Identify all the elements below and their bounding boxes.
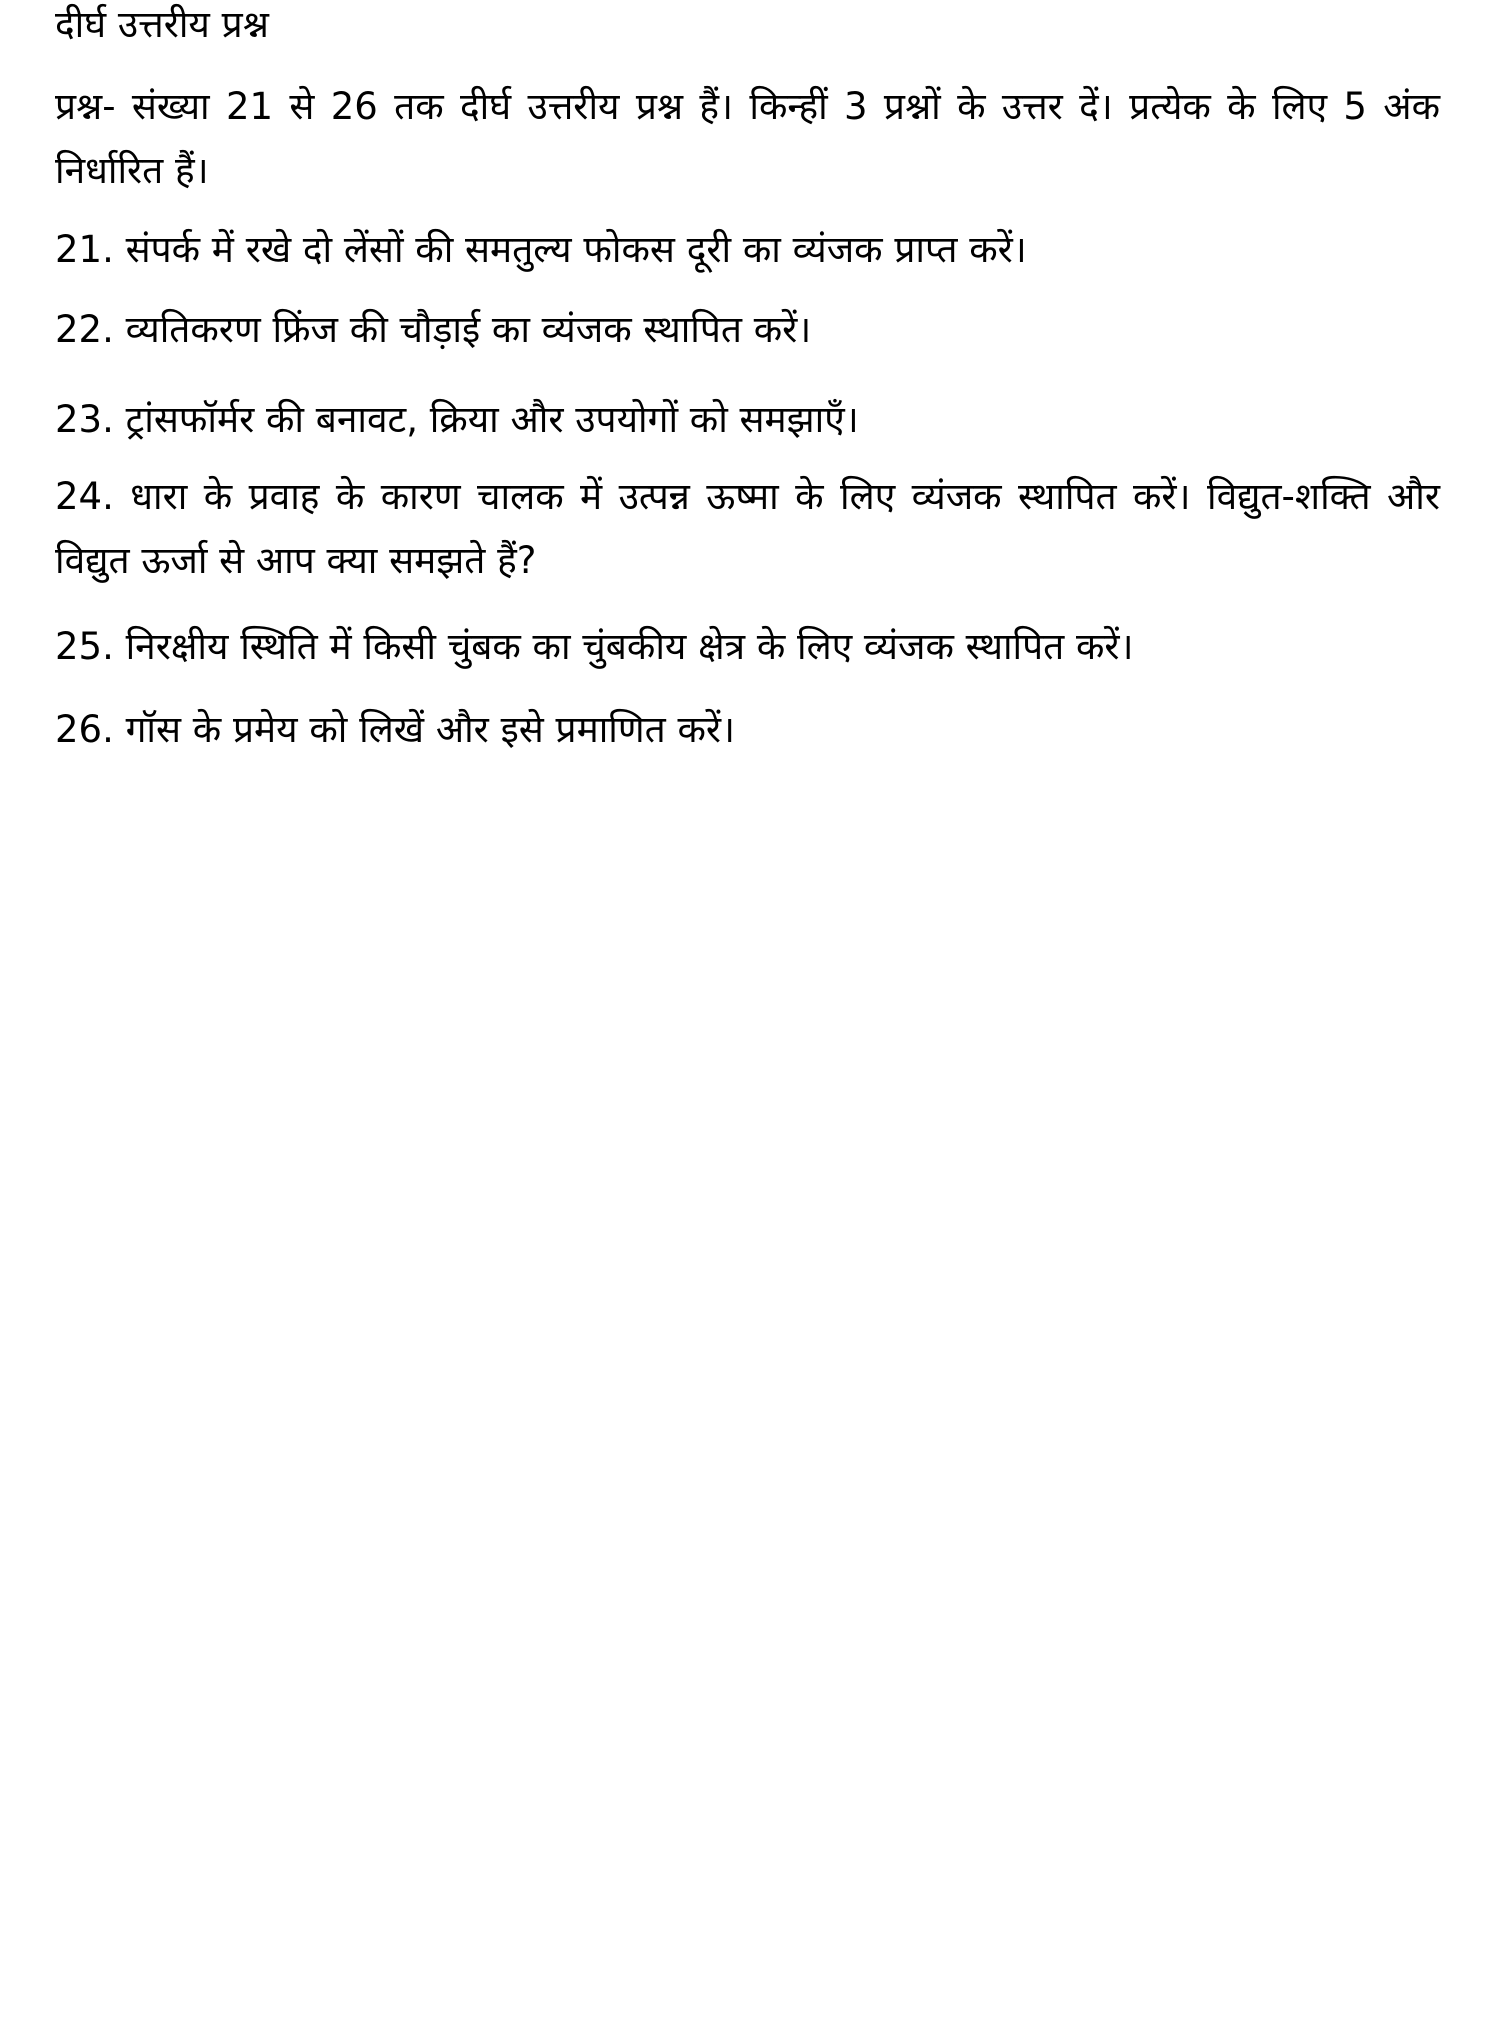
question-21: 21. संपर्क में रखे दो लेंसों की समतुल्य फोकस दूरी का व्यंजक प्राप्त करें। [55,228,1027,271]
question-26: 26. गॉस के प्रमेय को लिखें और इसे प्रमाणित करें। [55,708,736,751]
question-23: 23. ट्रांसफॉर्मर की बनावट, क्रिया और उपयोगों को समझाएँ। [55,398,859,441]
question-25: 25. निरक्षीय स्थिति में किसी चुंबक का चुंबकीय क्षेत्र के लिए व्यंजक स्थापित करें। [55,625,1134,668]
question-22: 22. व्यतिकरण फ्रिंज की चौड़ाई का व्यंजक स्थापित करें। [55,308,812,351]
instructions: प्रश्न- संख्या 21 से 26 तक दीर्घ उत्तरीय प्रश्न हैं। किन्हीं 3 प्रश्नों के उत्तर दें। प्रत्येक के लिए 5 अंक निर्धारित हैं। [55,85,1440,192]
section-title: दीर्घ उत्तरीय प्रश्न [55,3,269,46]
question-24: 24. धारा के प्रवाह के कारण चालक में उत्पन्न ऊष्मा के लिए व्यंजक स्थापित करें। विद्युत-शक्ति और विद्युत ऊर्जा से आप क्या समझते हैं? [55,475,1440,582]
